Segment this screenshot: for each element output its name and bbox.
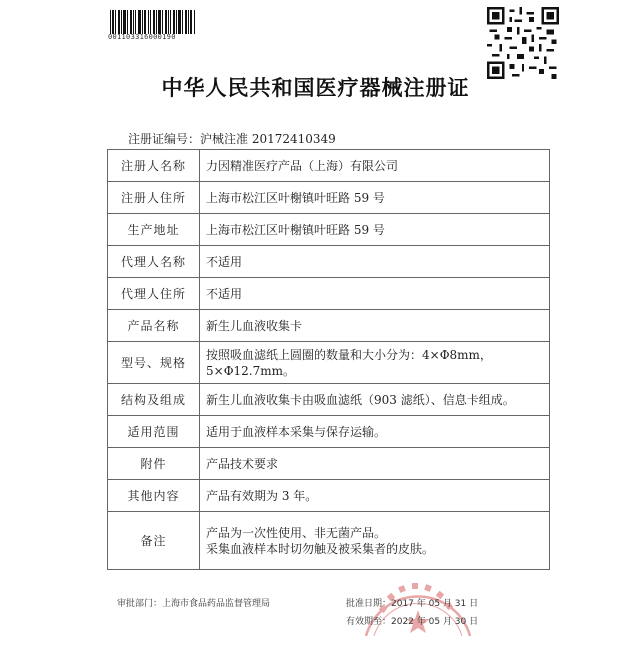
table-row: [108, 246, 550, 278]
row-value: 上海市松江区叶榭镇叶旺路 59 号: [200, 182, 550, 214]
row-key: 注册人住所: [108, 182, 200, 214]
table-row: [108, 150, 550, 182]
table-row: [108, 512, 550, 570]
table-row: [108, 384, 550, 416]
table-row: [108, 416, 550, 448]
registration-value: 沪械注准 20172410349: [200, 132, 336, 146]
approval-department: 审批部门：上海市食品药品监督管理局: [117, 599, 271, 609]
barcode: [110, 10, 196, 34]
row-value-line: 按照吸血滤纸上圆圈的数量和大小分为：4×Φ8mm，: [206, 347, 492, 362]
row-value-line: 采集血液样本时切勿触及被采集者的皮肤。: [206, 541, 435, 556]
valid-until: 有效期至：2022 年 05 月 30 日: [346, 617, 479, 627]
table-row: [108, 182, 550, 214]
row-value: [200, 342, 550, 384]
row-value: 新生儿血液收集卡由吸血滤纸（903 滤纸）、信息卡组成。: [200, 384, 550, 416]
row-key: 代理人住所: [108, 278, 200, 310]
barcode-number: 001103316000190: [108, 33, 176, 41]
row-value: 新生儿血液收集卡: [200, 310, 550, 342]
registration-number: [128, 130, 336, 147]
row-value: 产品有效期为 3 年。: [200, 480, 550, 512]
table-row: [108, 480, 550, 512]
certificate-table: [107, 149, 550, 570]
registration-label: 注册证编号：: [128, 132, 201, 146]
row-value-line: 产品为一次性使用、非无菌产品。: [206, 525, 387, 540]
row-key: 注册人名称: [108, 150, 200, 182]
approval-date: 批准日期：2017 年 05 月 31 日: [346, 599, 479, 609]
row-key: 生产地址: [108, 214, 200, 246]
row-value: 不适用: [200, 278, 550, 310]
row-value-line: 5×Φ12.7mm。: [206, 363, 296, 378]
row-key: 其他内容: [108, 480, 200, 512]
row-key: 产品名称: [108, 310, 200, 342]
row-value: 产品技术要求: [200, 448, 550, 480]
row-key: 备注: [108, 512, 200, 570]
table-row: [108, 310, 550, 342]
row-key: 结构及组成: [108, 384, 200, 416]
document-title: 中华人民共和国医疗器械注册证: [161, 76, 470, 100]
row-key: 附件: [108, 448, 200, 480]
row-value: 适用于血液样本采集与保存运输。: [200, 416, 550, 448]
table-row: [108, 448, 550, 480]
row-value: 上海市松江区叶榭镇叶旺路 59 号: [200, 214, 550, 246]
table-row: [108, 214, 550, 246]
row-value: 不适用: [200, 246, 550, 278]
row-key: 型号、规格: [108, 342, 200, 384]
qr-code: [487, 7, 559, 79]
row-key: 适用范围: [108, 416, 200, 448]
row-value: 力因精准医疗产品（上海）有限公司: [200, 150, 550, 182]
table-row: [108, 278, 550, 310]
table-row: [108, 342, 550, 384]
row-key: 代理人名称: [108, 246, 200, 278]
